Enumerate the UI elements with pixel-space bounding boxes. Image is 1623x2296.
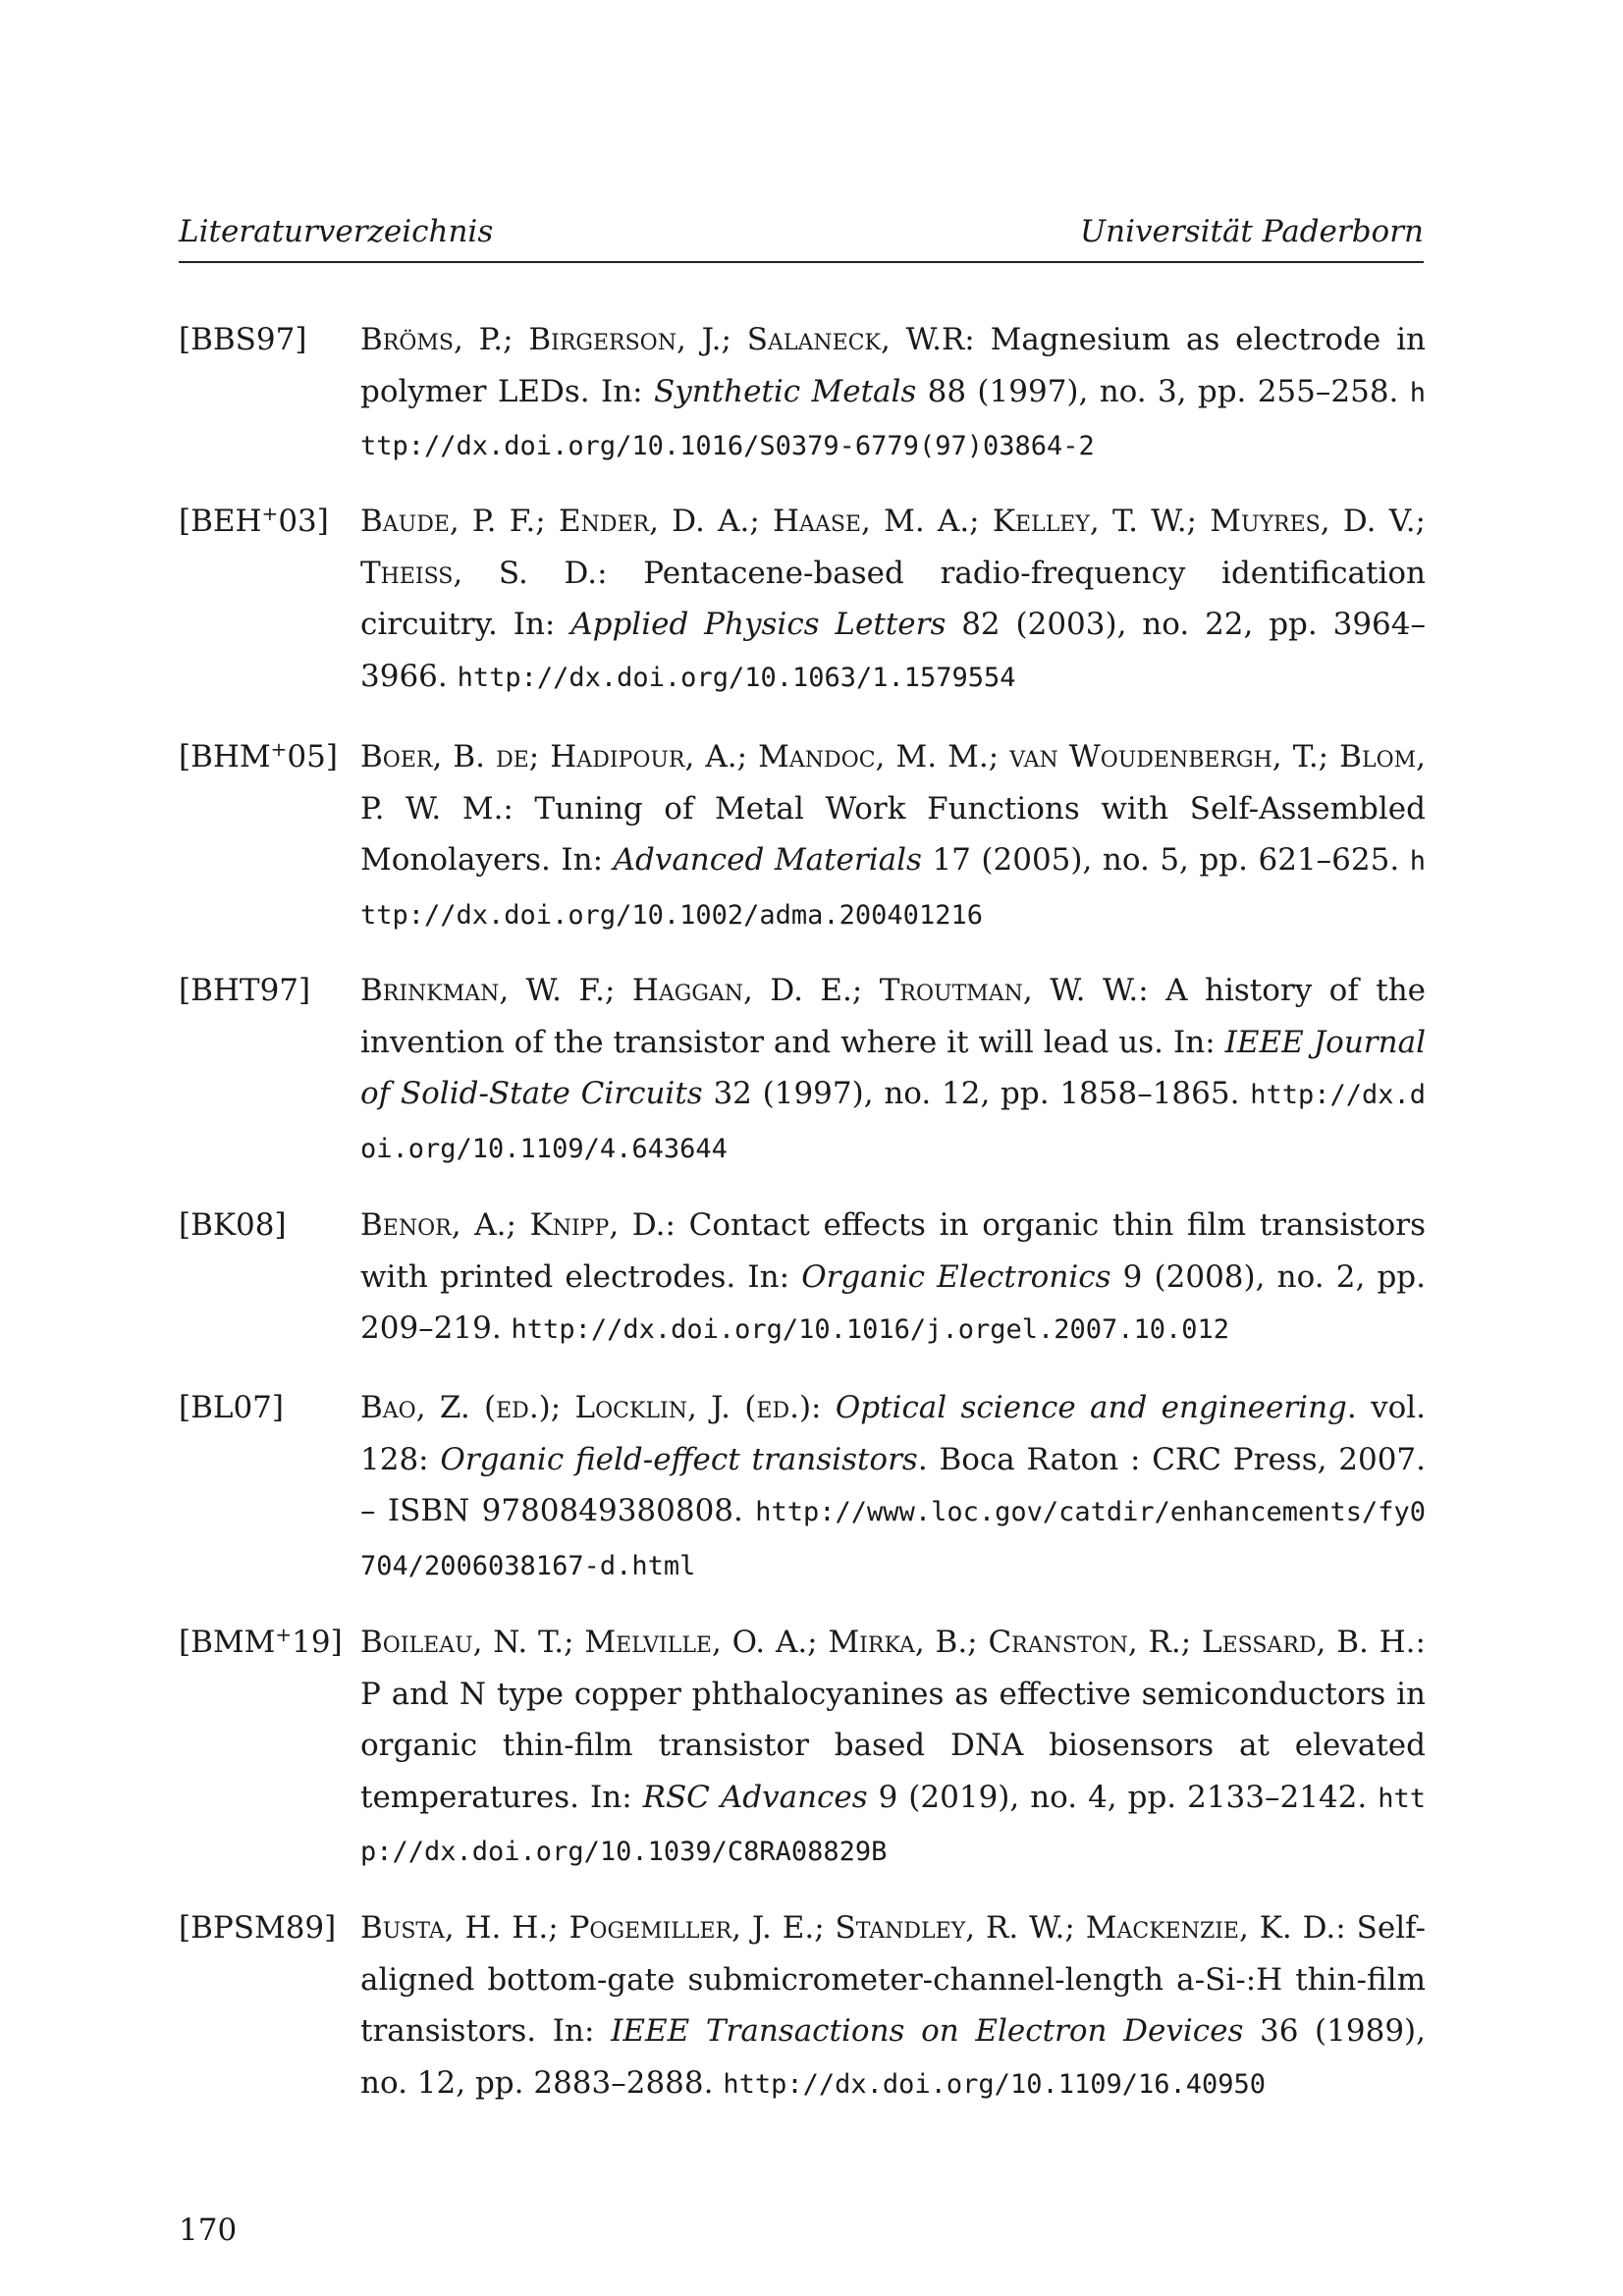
- reference-authors: Boileau, N. T.; Melville, O. A.; Mirka, B.; Cranston, R.; Lessard, B. H.:: [360, 1625, 1426, 1660]
- reference-authors: Baude, P. F.; Ender, D. A.; Haase, M. A.; Kelley, T. W.; Muyres, D. V.; Theiss, S. D.:: [360, 504, 1426, 591]
- reference-url[interactable]: http://dx.doi.org/10.1063/1.1579554: [457, 662, 1016, 693]
- reference-venue: Synthetic Metals: [653, 373, 917, 409]
- reference-details: 82 (2003), no. 22, pp. 3964–3966.: [360, 607, 1426, 694]
- page-number: 170: [179, 2213, 238, 2248]
- reference-text: [360, 731, 1426, 941]
- reference-title: Contact effects in organic thin film transistors with printed electrodes. In:: [360, 1207, 1426, 1295]
- reference-text: [360, 1382, 1426, 1592]
- reference-text: [360, 1617, 1426, 1879]
- reference-authors: Boer, B. de; Hadipour, A.; Mandoc, M. M.; van Woudenbergh, T.; Blom, P. W. M.:: [360, 739, 1426, 827]
- reference-url[interactable]: http://dx.doi.org/10.1016/S0379-6779(97)03864-2: [360, 377, 1426, 461]
- reference-venue: IEEE Journal of Solid-State Circuits: [360, 1024, 1426, 1111]
- reference-authors: Bröms, P.; Birgerson, J.; Salaneck, W.R:: [360, 322, 975, 357]
- reference-authors: Benor, A.; Knipp, D.:: [360, 1207, 676, 1243]
- reference-venue: Advanced Materials: [613, 842, 922, 878]
- reference-venue: Applied Physics Letters: [570, 607, 947, 642]
- reference-title: Self-aligned bottom-gate submicrometer-channel-length a-Si-:H thin-film transistors. In:: [360, 1910, 1427, 2049]
- reference-venue: IEEE Transactions on Electron Devices: [611, 2013, 1244, 2049]
- reference-venue: Organic Electronics: [801, 1258, 1111, 1295]
- reference-details: 36 (1989), no. 12, pp. 2883–2888.: [360, 2013, 1426, 2101]
- citation-key: [BL07]: [179, 1390, 285, 1425]
- reference-text: [360, 1200, 1426, 1357]
- citation-key: [BK08]: [179, 1207, 287, 1243]
- reference-details: 88 (1997), no. 3, pp. 255–258.: [916, 373, 1410, 409]
- reference-book-title: Organic field-effect transistors: [440, 1441, 918, 1477]
- header-institution: Universität Paderborn: [1079, 214, 1424, 249]
- reference-title: P and N type copper phthalocyanines as effective semiconductors in organic thin-film transistor based DNA biosensors at elevated temperatures. In:: [360, 1676, 1426, 1815]
- reference-authors: Brinkman, W. F.; Haggan, D. E.; Troutman, W. W.:: [360, 973, 1149, 1008]
- reference-venue: RSC Advances: [642, 1779, 868, 1815]
- reference-text: [360, 965, 1426, 1175]
- reference-title: Magnesium as electrode in polymer LEDs. In:: [360, 322, 1426, 409]
- reference-title: Pentacene-based radio-frequency identification circuitry. In:: [360, 555, 1426, 642]
- reference-text: [360, 314, 1426, 473]
- citation-key: [BHM+05]: [179, 737, 338, 774]
- reference-details: 9 (2019), no. 4, pp. 2133–2142.: [867, 1779, 1379, 1815]
- reference-title: A history of the invention of the transistor and where it will lead us. In:: [360, 973, 1427, 1060]
- reference-series: Optical science and engineering: [835, 1390, 1347, 1425]
- reference-authors: Busta, H. H.; Pogemiller, J. E.; Standley, R. W.; Mackenzie, K. D.:: [360, 1910, 1346, 1946]
- reference-details: 17 (2005), no. 5, pp. 621–625.: [921, 842, 1410, 878]
- reference-title: Tuning of Metal Work Functions with Self-Assembled Monolayers. In:: [360, 790, 1426, 878]
- reference-url[interactable]: http://dx.doi.org/10.1002/adma.200401216: [360, 846, 1426, 931]
- reference-url[interactable]: http://www.loc.gov/catdir/enhancements/fy0704/2006038167-d.html: [360, 1497, 1426, 1581]
- reference-volume: . vol. 128:: [360, 1390, 1427, 1477]
- citation-key: [BHT97]: [179, 973, 311, 1008]
- reference-text: [360, 496, 1426, 704]
- reference-authors: Bao, Z. (ed.); Locklin, J. (ed.):: [360, 1390, 822, 1425]
- header-chapter-title: Literaturverzeichnis: [179, 214, 494, 249]
- reference-url[interactable]: http://dx.doi.org/10.1039/C8RA08829B: [360, 1783, 1426, 1867]
- reference-text: [360, 1902, 1426, 2110]
- citation-key: [BMM+19]: [179, 1623, 343, 1660]
- reference-url[interactable]: http://dx.doi.org/10.1016/j.orgel.2007.10.012: [511, 1314, 1230, 1345]
- reference-details: 32 (1997), no. 12, pp. 1858–1865.: [702, 1076, 1251, 1111]
- running-header: [179, 212, 1424, 263]
- reference-details: . Boca Raton : CRC Press, 2007. – ISBN 9780849380808.: [360, 1441, 1426, 1528]
- citation-key: [BBS97]: [179, 322, 307, 357]
- citation-key: [BPSM89]: [179, 1910, 337, 1946]
- citation-key: [BEH+03]: [179, 502, 329, 539]
- reference-url[interactable]: http://dx.doi.org/10.1109/16.40950: [723, 2068, 1267, 2100]
- reference-details: 9 (2008), no. 2, pp. 209–219.: [360, 1258, 1427, 1346]
- reference-url[interactable]: http://dx.doi.org/10.1109/4.643644: [360, 1080, 1427, 1164]
